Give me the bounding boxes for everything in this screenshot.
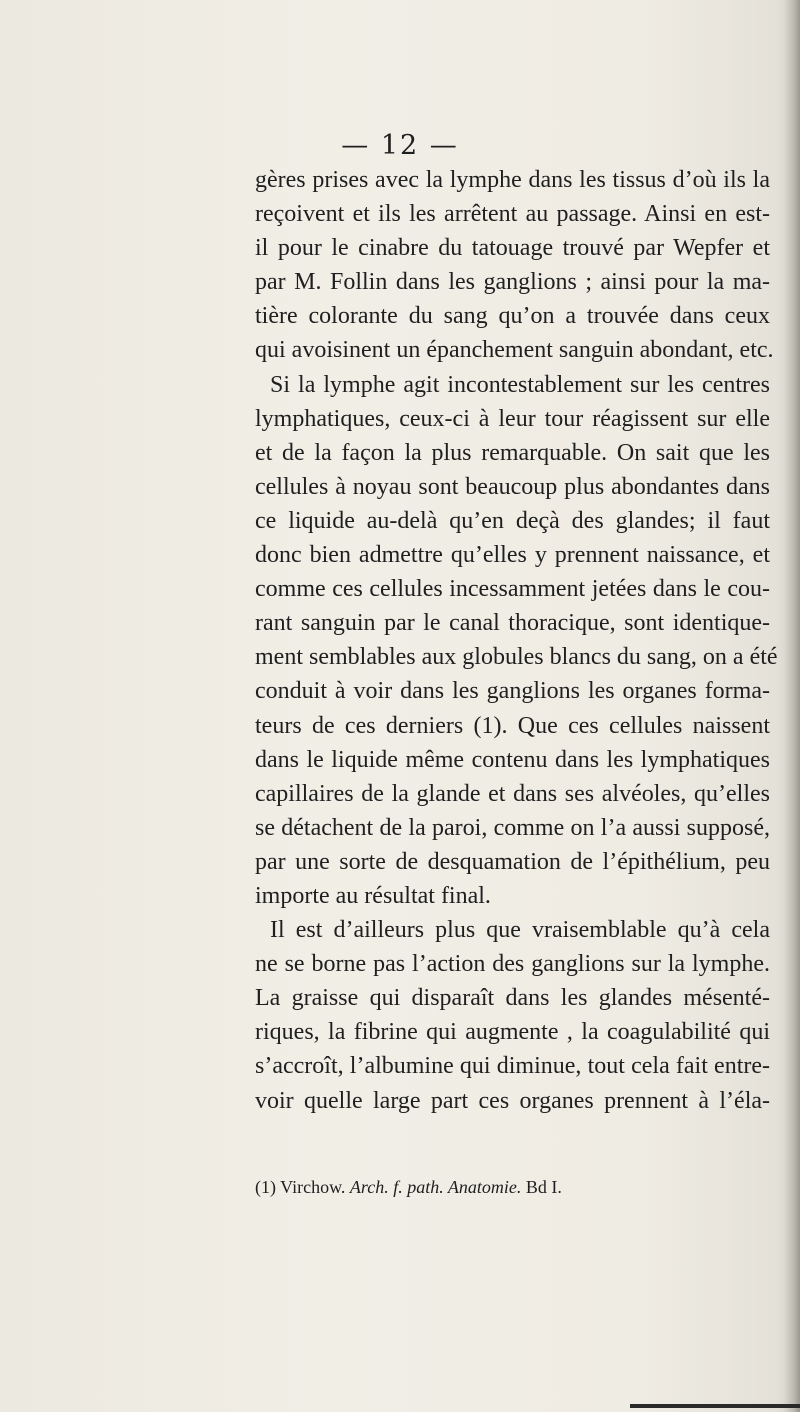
text-line: La graisse qui disparaît dans les glandes mésenté-	[255, 985, 770, 1012]
text-line: ce liquide au-delà qu’en deçà des glandes; il faut	[255, 507, 770, 534]
footnote-source-title: Arch. f. path. Anatomie.	[349, 1177, 522, 1197]
text-line: reçoivent et ils les arrêtent au passage. Ainsi en est-	[255, 201, 770, 228]
footnote-volume: Bd I.	[525, 1177, 562, 1197]
text-line: dans le liquide même contenu dans les lymphatiques	[255, 746, 770, 773]
text-line: qui avoisinent un épanchement sanguin abondant, etc.	[255, 337, 774, 364]
text-line: s’accroît, l’albumine qui diminue, tout cela fait entre-	[255, 1053, 770, 1080]
text-line: rant sanguin par le canal thoracique, sont identique-	[255, 610, 770, 637]
text-line: gères prises avec la lymphe dans les tissus d’où ils la	[255, 167, 770, 193]
text-line: et de la façon la plus remarquable. On sait que les	[255, 439, 770, 466]
text-line: Il est d’ailleurs plus que vraisemblable qu’à cela	[270, 917, 770, 944]
text-line: tière colorante du sang qu’on a trouvée dans ceux	[255, 303, 770, 330]
bottom-edge-rule	[630, 1404, 800, 1408]
text-line: Si la lymphe agit incontestablement sur les centres	[270, 371, 770, 398]
text-line: capillaires de la glande et dans ses alvéoles, qu’elles	[255, 780, 770, 807]
text-line: ment semblables aux globules blancs du sang, on a été	[255, 644, 778, 671]
page-edge-shadow	[784, 0, 800, 1412]
footnote-marker: (1) Virchow.	[255, 1177, 346, 1197]
text-line: comme ces cellules incessamment jetées dans le cou-	[255, 576, 770, 603]
body-text	[255, 163, 778, 1118]
text-line: donc bien admettre qu’elles y prennent naissance, et	[255, 542, 770, 569]
text-line: importe au résultat final.	[255, 882, 491, 909]
text-line: conduit à voir dans les ganglions les organes forma-	[255, 678, 770, 705]
page-number-header: — 12 —	[341, 130, 459, 161]
footnote	[255, 1175, 770, 1199]
text-line: par une sorte de desquamation de l’épithélium, peu	[255, 848, 770, 875]
text-line: il pour le cinabre du tatouage trouvé par Wepfer et	[255, 235, 770, 262]
text-line: lymphatiques, ceux-ci à leur tour réagissent sur elle	[255, 405, 770, 432]
text-line: voir quelle large part ces organes prennent à l’éla-	[255, 1087, 770, 1114]
text-line: par M. Follin dans les ganglions ; ainsi pour la ma-	[255, 269, 770, 296]
text-line: ne se borne pas l’action des ganglions sur la lymphe.	[255, 951, 770, 978]
text-line: teurs de ces derniers (1). Que ces cellules naissent	[255, 712, 770, 739]
text-line: se détachent de la paroi, comme on l’a aussi supposé,	[255, 814, 770, 841]
text-line: riques, la fibrine qui augmente , la coagulabilité qui	[255, 1019, 770, 1046]
text-line: cellules à noyau sont beaucoup plus abondantes dans	[255, 473, 770, 500]
